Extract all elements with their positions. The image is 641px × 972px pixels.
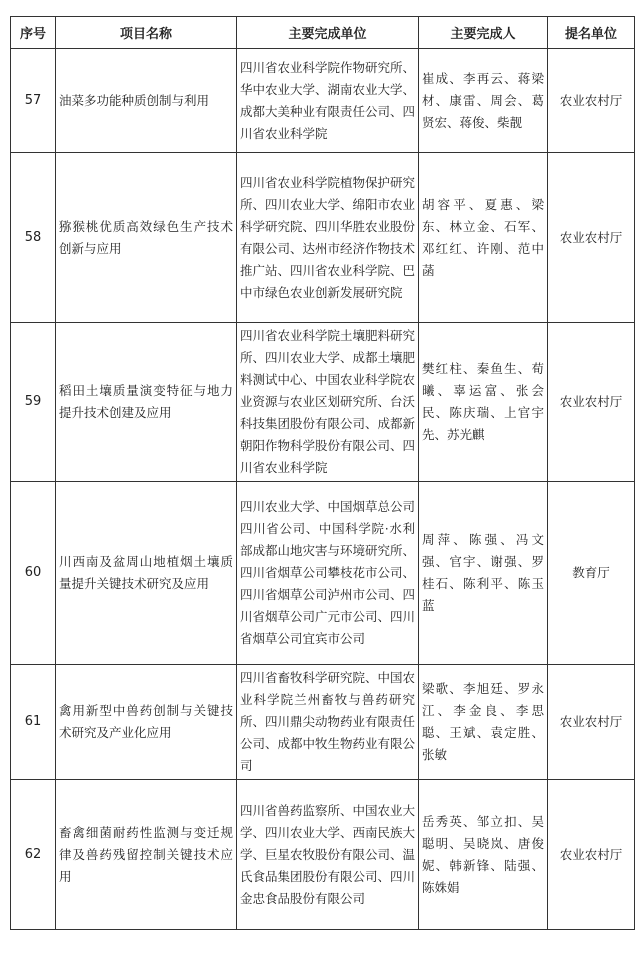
header-nominating-dept: 提名单位 bbox=[548, 17, 635, 49]
row-units: 四川农业大学、中国烟草总公司四川省公司、中国科学院·水利部成都山地灾害与环境研究所、四川省烟草公司攀枝花市公司、四川省烟草公司泸州市公司、四川省烟草公司广元市公司、四川省烟草公司宜宾市公司 bbox=[237, 482, 419, 665]
table-row bbox=[11, 482, 635, 665]
row-dept: 农业农村厅 bbox=[548, 665, 635, 780]
row-dept: 教育厅 bbox=[548, 482, 635, 665]
row-dept: 农业农村厅 bbox=[548, 49, 635, 153]
table-row bbox=[11, 153, 635, 323]
table-row bbox=[11, 780, 635, 930]
row-project-name: 禽用新型中兽药创制与关键技术研究及产业化应用 bbox=[56, 665, 237, 780]
row-units: 四川省兽药监察所、中国农业大学、四川农业大学、西南民族大学、巨星农牧股份有限公司、温氏食品集团股份有限公司、四川金忠食品股份有限公司 bbox=[237, 780, 419, 930]
header-units: 主要完成单位 bbox=[237, 17, 419, 49]
award-table bbox=[10, 16, 635, 930]
row-units: 四川省畜牧科学研究院、中国农业科学院兰州畜牧与兽药研究所、四川鼎尖动物药业有限责任公司、成都中牧生物药业有限公司 bbox=[237, 665, 419, 780]
row-no: 62 bbox=[11, 780, 56, 930]
row-project-name: 稻田土壤质量演变特征与地力提升技术创建及应用 bbox=[56, 323, 237, 482]
row-no: 58 bbox=[11, 153, 56, 323]
row-units: 四川省农业科学院作物研究所、华中农业大学、湖南农业大学、成都大美种业有限责任公司、四川省农业科学院 bbox=[237, 49, 419, 153]
row-dept: 农业农村厅 bbox=[548, 780, 635, 930]
row-project-name: 川西南及盆周山地植烟土壤质量提升关键技术研究及应用 bbox=[56, 482, 237, 665]
header-people: 主要完成人 bbox=[419, 17, 548, 49]
row-units: 四川省农业科学院植物保护研究所、四川农业大学、绵阳市农业科学研究院、四川华胜农业股份有限公司、达州市经济作物技术推广站、四川省农业科学院、巴中市绿色农业创新发展研究院 bbox=[237, 153, 419, 323]
row-no: 57 bbox=[11, 49, 56, 153]
row-people: 樊红柱、秦鱼生、荀曦、辜运富、张会民、陈庆瑞、上官宇先、苏光麒 bbox=[419, 323, 548, 482]
row-no: 61 bbox=[11, 665, 56, 780]
table-row bbox=[11, 665, 635, 780]
row-units: 四川省农业科学院土壤肥料研究所、四川农业大学、成都土壤肥料测试中心、中国农业科学院农业资源与农业区划研究所、台沃科技集团股份有限公司、成都新朝阳作物科学股份有限公司、四川省农业科学院 bbox=[237, 323, 419, 482]
table-row bbox=[11, 323, 635, 482]
row-people: 周萍、陈强、冯文强、官宇、谢强、罗桂石、陈利平、陈玉蓝 bbox=[419, 482, 548, 665]
header-no: 序号 bbox=[11, 17, 56, 49]
row-dept: 农业农村厅 bbox=[548, 153, 635, 323]
row-people: 崔成、李再云、蒋梁材、康雷、周会、葛贤宏、蒋俊、柴靓 bbox=[419, 49, 548, 153]
header-project-name: 项目名称 bbox=[56, 17, 237, 49]
row-project-name: 油菜多功能种质创制与利用 bbox=[56, 49, 237, 153]
row-no: 59 bbox=[11, 323, 56, 482]
row-project-name: 猕猴桃优质高效绿色生产技术创新与应用 bbox=[56, 153, 237, 323]
table-header-row bbox=[11, 17, 635, 49]
row-dept: 农业农村厅 bbox=[548, 323, 635, 482]
row-project-name: 畜禽细菌耐药性监测与变迁规律及兽药残留控制关键技术应用 bbox=[56, 780, 237, 930]
row-people: 梁歌、李旭廷、罗永江、李金良、李思聪、王斌、袁定胜、张敏 bbox=[419, 665, 548, 780]
table-row bbox=[11, 49, 635, 153]
row-no: 60 bbox=[11, 482, 56, 665]
row-people: 岳秀英、邹立扣、吴聪明、吴晓岚、唐俊妮、韩新锋、陆强、陈姝娟 bbox=[419, 780, 548, 930]
row-people: 胡容平、夏惠、梁东、林立金、石军、邓红红、许刚、范中菡 bbox=[419, 153, 548, 323]
